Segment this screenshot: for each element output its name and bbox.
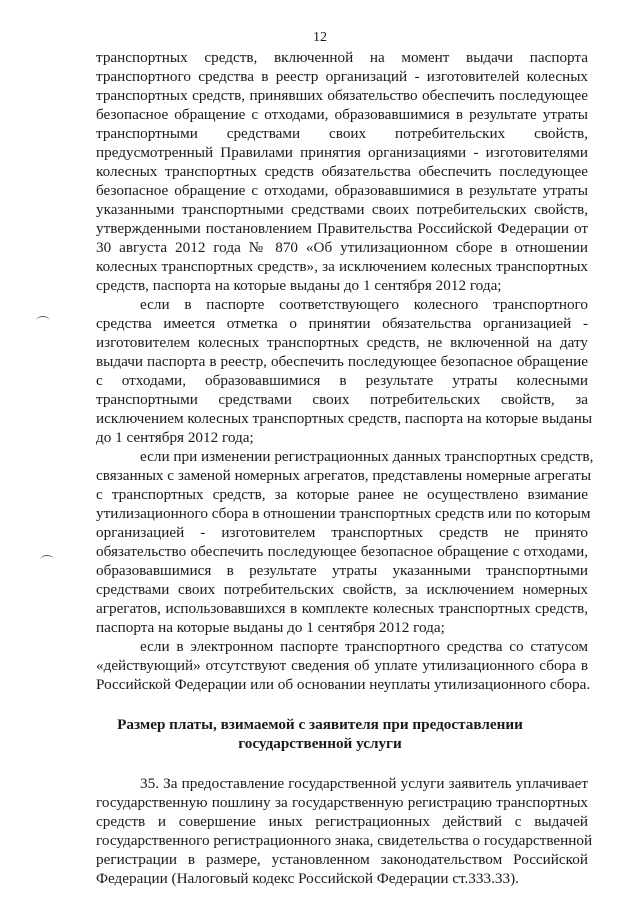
text-line: утилизационного сбора в отношении транспортных средств или по которым <box>96 505 591 522</box>
text-line: транспортного средства в реестр организаций - изготовителей колесных <box>96 68 588 85</box>
paragraph-35-line: средств и совершение иных регистрационных действий с выдачей <box>96 813 588 830</box>
margin-mark <box>36 316 50 325</box>
text-line: с отходами, образовавшимися в результате утраты колесными <box>96 372 588 389</box>
text-line: средств, паспорта на которые выданы до 1 сентября 2012 года; <box>96 277 502 294</box>
text-line: связанных с заменой номерных агрегатов, представлены номерные агрегаты <box>96 467 592 484</box>
text-line: средствами своих потребительских свойств, за исключением номерных <box>96 581 588 598</box>
text-line: паспорта на которые выданы до 1 сентября 2012 года; <box>96 619 445 636</box>
text-line: транспортными средствами своих потребительских свойств, за <box>96 391 588 408</box>
text-line: выдачи паспорта в реестр, обеспечить последующее безопасное обращение <box>96 353 588 370</box>
text-line: организацией - изготовителем транспортных средств не принято <box>96 524 588 541</box>
paragraph-35-line: 35. За предоставление государственной услуги заявитель уплачивает <box>140 775 588 792</box>
text-line: если при изменении регистрационных данных транспортных средств, <box>140 448 594 465</box>
text-line: агрегатов, использовавшихся в комплекте колесных транспортных средств, <box>96 600 588 617</box>
text-line: если в паспорте соответствующего колесного транспортного <box>140 296 588 313</box>
text-line: колесных транспортных средств обязательства обеспечить последующее <box>96 163 588 180</box>
text-line: транспортными средствами своих потребительских свойств, <box>96 125 588 142</box>
text-line: безопасное обращение с отходами, образовавшимися в результате утраты <box>96 106 588 123</box>
text-line: указанными транспортными средствами своих потребительских свойств, <box>96 201 588 218</box>
text-line: средства имеется отметка о принятии обязательства организацией - <box>96 315 588 332</box>
text-line: обязательство обеспечить последующее безопасное обращение с отходами, <box>96 543 588 560</box>
text-line: с транспортных средств, за которые ранее не осуществлено взимание <box>96 486 588 503</box>
section-heading: Размер платы, взимаемой с заявителя при предоставлении <box>117 716 523 733</box>
text-line: транспортных средств, включенной на момент выдачи паспорта <box>96 49 588 66</box>
text-line: 30 августа 2012 года № 870 «Об утилизационном сборе в отношении <box>96 239 588 256</box>
page-number: 12 <box>313 30 327 45</box>
text-line: изготовителем колесных транспортных средств, не включенной на дату <box>96 334 588 351</box>
margin-mark <box>40 555 54 564</box>
text-line: утвержденными постановлением Правительства Российской Федерации от <box>96 220 588 237</box>
text-line: колесных транспортных средств», за исключением колесных транспортных <box>96 258 588 275</box>
text-line: предусмотренный Правилами принятия организациями - изготовителями <box>96 144 588 161</box>
paragraph-35-line: регистрации в размере, установленном законодательством Российской <box>96 851 588 868</box>
text-line: «действующий» отсутствуют сведения об уплате утилизационного сбора в <box>96 657 588 674</box>
text-line: Российской Федерации или об основании неуплаты утилизационного сбора. <box>96 676 591 693</box>
text-line: до 1 сентября 2012 года; <box>96 429 254 446</box>
paragraph-35-line: Федерации (Налоговый кодекс Российской Федерации ст.333.33). <box>96 870 519 887</box>
text-line: исключением колесных транспортных средств, паспорта на которые выданы <box>96 410 593 427</box>
text-line: образовавшимися в результате утраты указанными транспортными <box>96 562 588 579</box>
paragraph-35-line: государственного регистрационного знака, свидетельства о государственной <box>96 832 593 849</box>
text-line: если в электронном паспорте транспортного средства со статусом <box>140 638 588 655</box>
text-line: безопасное обращение с отходами, образовавшимися в результате утраты <box>96 182 588 199</box>
paragraph-35-line: государственную пошлину за государственную регистрацию транспортных <box>96 794 588 811</box>
section-heading: государственной услуги <box>238 735 402 752</box>
text-line: транспортных средств, принявших обязательство обеспечить последующее <box>96 87 588 104</box>
